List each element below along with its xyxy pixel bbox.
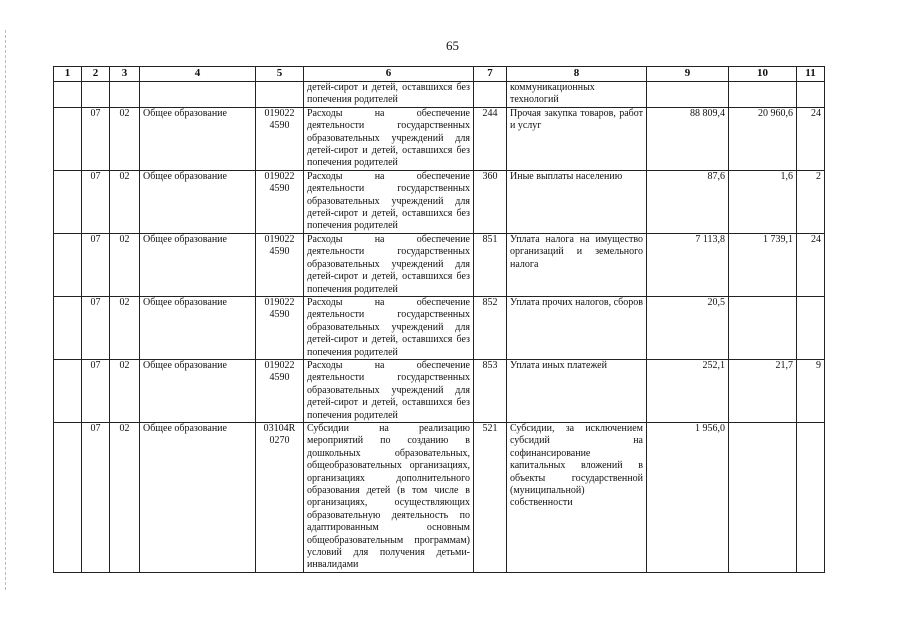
cell-expense-type: 852 [474,296,507,359]
cell-expense-name: коммуникационных технологий [507,82,647,108]
column-header: 6 [304,67,474,82]
cell-expense-type: 853 [474,359,507,422]
cell-target-code: 019022 4590 [256,296,304,359]
cell-description: детей-сирот и детей, оставшихся без попечения родителей [304,82,474,108]
column-header: 3 [110,67,140,82]
cell-description: Субсидии на реализацию мероприятий по созданию в дошкольных образовательных, общеобразовательных организациях, организациях дополнительного образования детей (в том числе в организациях, осуществляющих образовательную деятельность по адаптированным основным общеобразовательным программам) условий для получения детьми-инвалидами [304,422,474,572]
page-number: 65 [446,38,459,53]
column-header: 4 [140,67,256,82]
table-row [54,359,825,422]
cell-name [140,82,256,108]
cell-name: Общее образование [140,107,256,170]
cell-name: Общее образование [140,359,256,422]
column-header: 9 [647,67,729,82]
cell-name: Общее образование [140,233,256,296]
cell-target-code: 019022 4590 [256,359,304,422]
cell-target-code: 019022 4590 [256,170,304,233]
cell-expense-name: Субсидии, за исключением субсидий на софинансирование капитальных вложений в объекты государственной (муниципальной) собственности [507,422,647,572]
cell-subsection [110,82,140,108]
cell-name: Общее образование [140,170,256,233]
cell-percent: 2 [797,170,825,233]
cell-subsection: 02 [110,296,140,359]
cell-name: Общее образование [140,422,256,572]
cell-amount: 88 809,4 [647,107,729,170]
cell-amount-2: 1,6 [729,170,797,233]
cell-section: 07 [82,107,110,170]
cell-subsection: 02 [110,359,140,422]
table-row [54,422,825,572]
cell-percent: 9 [797,359,825,422]
cell-expense-type: 521 [474,422,507,572]
cell-subsection: 02 [110,233,140,296]
column-header: 8 [507,67,647,82]
cell-expense-type: 360 [474,170,507,233]
cell-target-code: 03104R 0270 [256,422,304,572]
column-header: 10 [729,67,797,82]
cell-description: Расходы на обеспечение деятельности государственных образовательных учреждений для детей-сирот и детей, оставшихся без попечения родителей [304,296,474,359]
scan-edge-marks [5,30,8,590]
table-row [54,107,825,170]
cell-percent: 24 [797,107,825,170]
cell-target-code: 019022 4590 [256,233,304,296]
cell-amount: 252,1 [647,359,729,422]
cell-amount-2: 20 960,6 [729,107,797,170]
cell-amount: 1 956,0 [647,422,729,572]
cell-c1 [54,422,82,572]
cell-amount-2: 21,7 [729,359,797,422]
cell-subsection: 02 [110,422,140,572]
cell-c1 [54,233,82,296]
table-row [54,82,825,108]
cell-percent: 24 [797,233,825,296]
cell-c1 [54,170,82,233]
cell-amount: 87,6 [647,170,729,233]
cell-description: Расходы на обеспечение деятельности государственных образовательных учреждений для детей-сирот и детей, оставшихся без попечения родителей [304,170,474,233]
cell-description: Расходы на обеспечение деятельности государственных образовательных учреждений для детей-сирот и детей, оставшихся без попечения родителей [304,359,474,422]
cell-percent [797,82,825,108]
cell-expense-type [474,82,507,108]
column-header: 7 [474,67,507,82]
cell-section [82,82,110,108]
table-row [54,233,825,296]
cell-amount-2: 1 739,1 [729,233,797,296]
cell-c1 [54,359,82,422]
cell-expense-name: Уплата прочих налогов, сборов [507,296,647,359]
cell-section: 07 [82,170,110,233]
cell-c1 [54,82,82,108]
cell-expense-type: 851 [474,233,507,296]
column-header: 1 [54,67,82,82]
cell-section: 07 [82,233,110,296]
cell-percent [797,422,825,572]
cell-expense-name: Уплата налога на имущество организаций и земельного налога [507,233,647,296]
cell-amount [647,82,729,108]
cell-amount-2 [729,422,797,572]
cell-target-code [256,82,304,108]
header-row [54,67,825,82]
cell-c1 [54,296,82,359]
cell-expense-type: 244 [474,107,507,170]
cell-expense-name: Прочая закупка товаров, работ и услуг [507,107,647,170]
cell-section: 07 [82,359,110,422]
cell-amount: 20,5 [647,296,729,359]
column-header: 2 [82,67,110,82]
cell-subsection: 02 [110,107,140,170]
column-header: 5 [256,67,304,82]
cell-description: Расходы на обеспечение деятельности государственных образовательных учреждений для детей-сирот и детей, оставшихся без попечения родителей [304,233,474,296]
cell-c1 [54,107,82,170]
cell-amount-2 [729,296,797,359]
budget-table [53,66,825,573]
cell-name: Общее образование [140,296,256,359]
cell-description: Расходы на обеспечение деятельности государственных образовательных учреждений для детей-сирот и детей, оставшихся без попечения родителей [304,107,474,170]
cell-section: 07 [82,296,110,359]
cell-expense-name: Уплата иных платежей [507,359,647,422]
table-row [54,170,825,233]
cell-section: 07 [82,422,110,572]
cell-expense-name: Иные выплаты населению [507,170,647,233]
table-row [54,296,825,359]
cell-subsection: 02 [110,170,140,233]
cell-amount-2 [729,82,797,108]
cell-amount: 7 113,8 [647,233,729,296]
column-header: 11 [797,67,825,82]
cell-target-code: 019022 4590 [256,107,304,170]
cell-percent [797,296,825,359]
